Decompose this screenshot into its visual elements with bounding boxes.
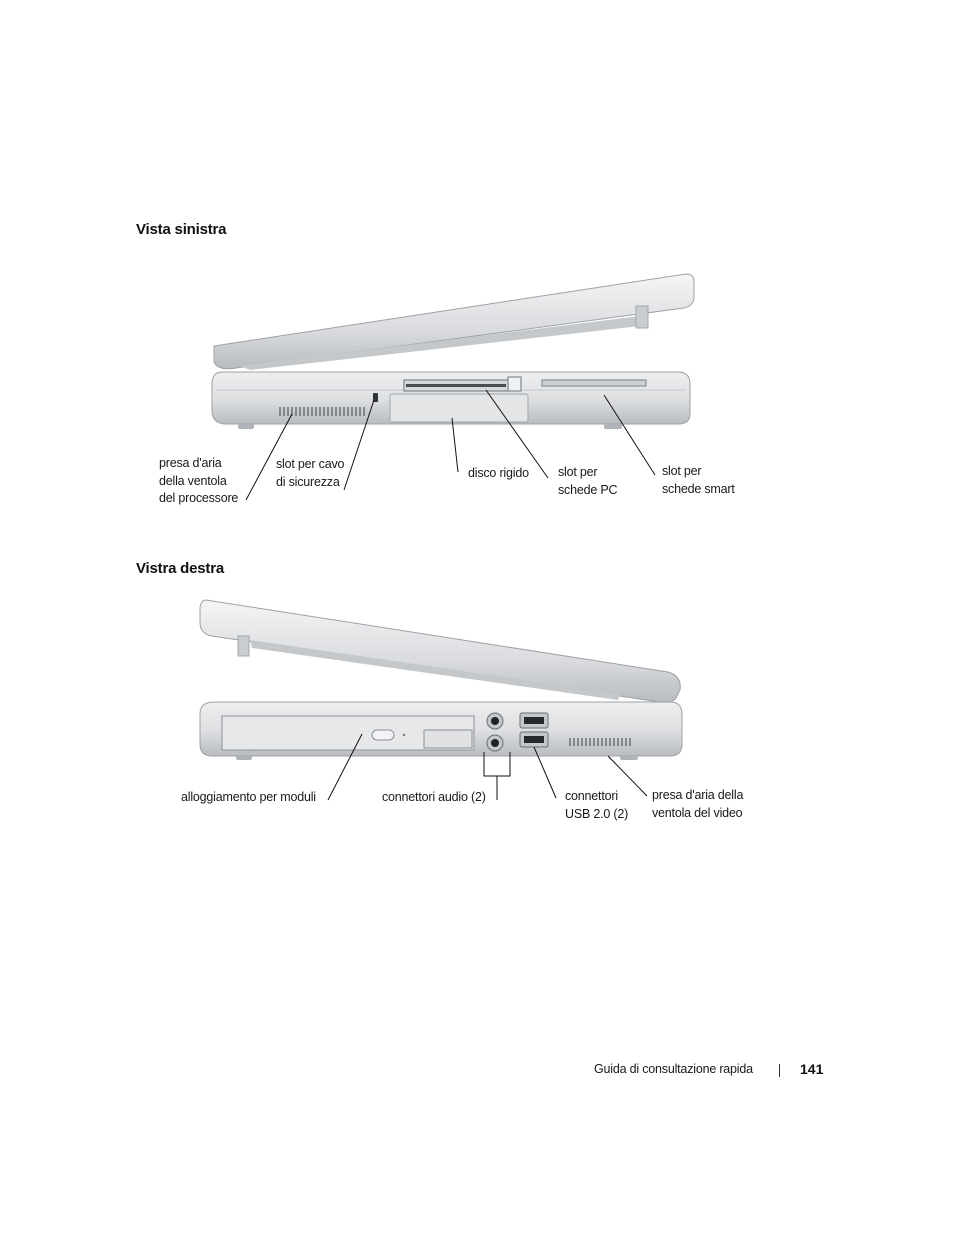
right-lid — [200, 600, 680, 703]
left-view-heading: Vista sinistra — [136, 221, 227, 238]
right-view-heading: Vistra destra — [136, 560, 225, 577]
callout-usb-connectors: connettori USB 2.0 (2) — [565, 789, 629, 821]
callout-module-bay: alloggiamento per moduli — [181, 790, 316, 804]
callout-cpu-vent: presa d'aria della ventola del processore — [159, 456, 239, 505]
callout-video-vent: presa d'aria della ventola del video — [652, 788, 744, 820]
footer-separator — [779, 1064, 780, 1077]
footer-title: Guida di consultazione rapida — [594, 1062, 753, 1076]
callout-security-slot: slot per cavo di sicurezza — [276, 457, 345, 489]
callout-smart-card-slot: slot per schede smart — [662, 464, 735, 496]
callout-hard-drive: disco rigido — [468, 466, 529, 480]
callout-pc-card-slot: slot per schede PC — [558, 465, 618, 497]
callout-audio-connectors: connettori audio (2) — [382, 790, 486, 804]
page-number: 141 — [800, 1061, 824, 1077]
